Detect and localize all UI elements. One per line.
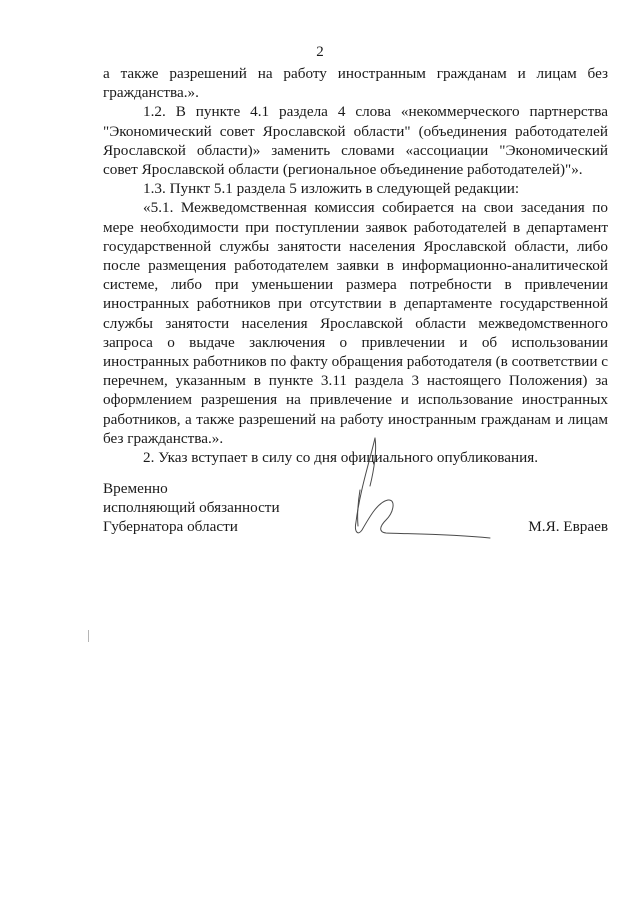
document-body [103, 64, 608, 467]
paragraph-item-1-3: 1.3. Пункт 5.1 раздела 5 изложить в следующей редакции: [143, 180, 520, 198]
paragraph-continuation: а также разрешений на работу иностранным гражданам и лицам без гражданства.». [103, 65, 608, 102]
signatory-name: М.Я. Евраев [528, 518, 608, 535]
margin-mark [88, 630, 89, 642]
signatory-title-line: Губернатора области [103, 518, 238, 536]
paragraph-item-2: 2. Указ вступает в силу со дня официального опубликования. [143, 449, 539, 467]
signatory-title-line: исполняющий обязанности [103, 499, 280, 517]
handwritten-signature [330, 430, 510, 550]
page-number: 2 [316, 44, 324, 60]
paragraph-item-1-2: 1.2. В пункте 4.1 раздела 4 слова «некоммерческого партнерства "Экономический совет Ярославской области" (объединения работодателей Ярославской области)» заменить словами «ассоциации "Экономический совет Ярославской области (региональное объединение работодателей)"». [103, 103, 608, 179]
paragraph-item-5-1-quote: «5.1. Межведомственная комиссия собирается на свои заседания по мере необходимости при поступлении заявок работодателей в департамент государственной службы занятости населения Ярославской области, либо после размещения работодателем заявки в информационно-аналитической системе, либо при уменьшении размера потребности в привлечении иностранных работников при отсутствии в департаменте государственной службы занятости населения Ярославской области межведомственного запроса о выдаче заключения о привлечении и об использовании иностранных работников по факту обращения работодателя (в соответствии с перечнем, указанным в пункте 3.11 раздела 3 настоящего Положения) за оформлением разрешения на привлечение и использование иностранных работников, а также разрешений на работу иностранным гражданам и лицам без гражданства.». [103, 199, 608, 447]
signatory-title-line: Временно [103, 480, 168, 497]
